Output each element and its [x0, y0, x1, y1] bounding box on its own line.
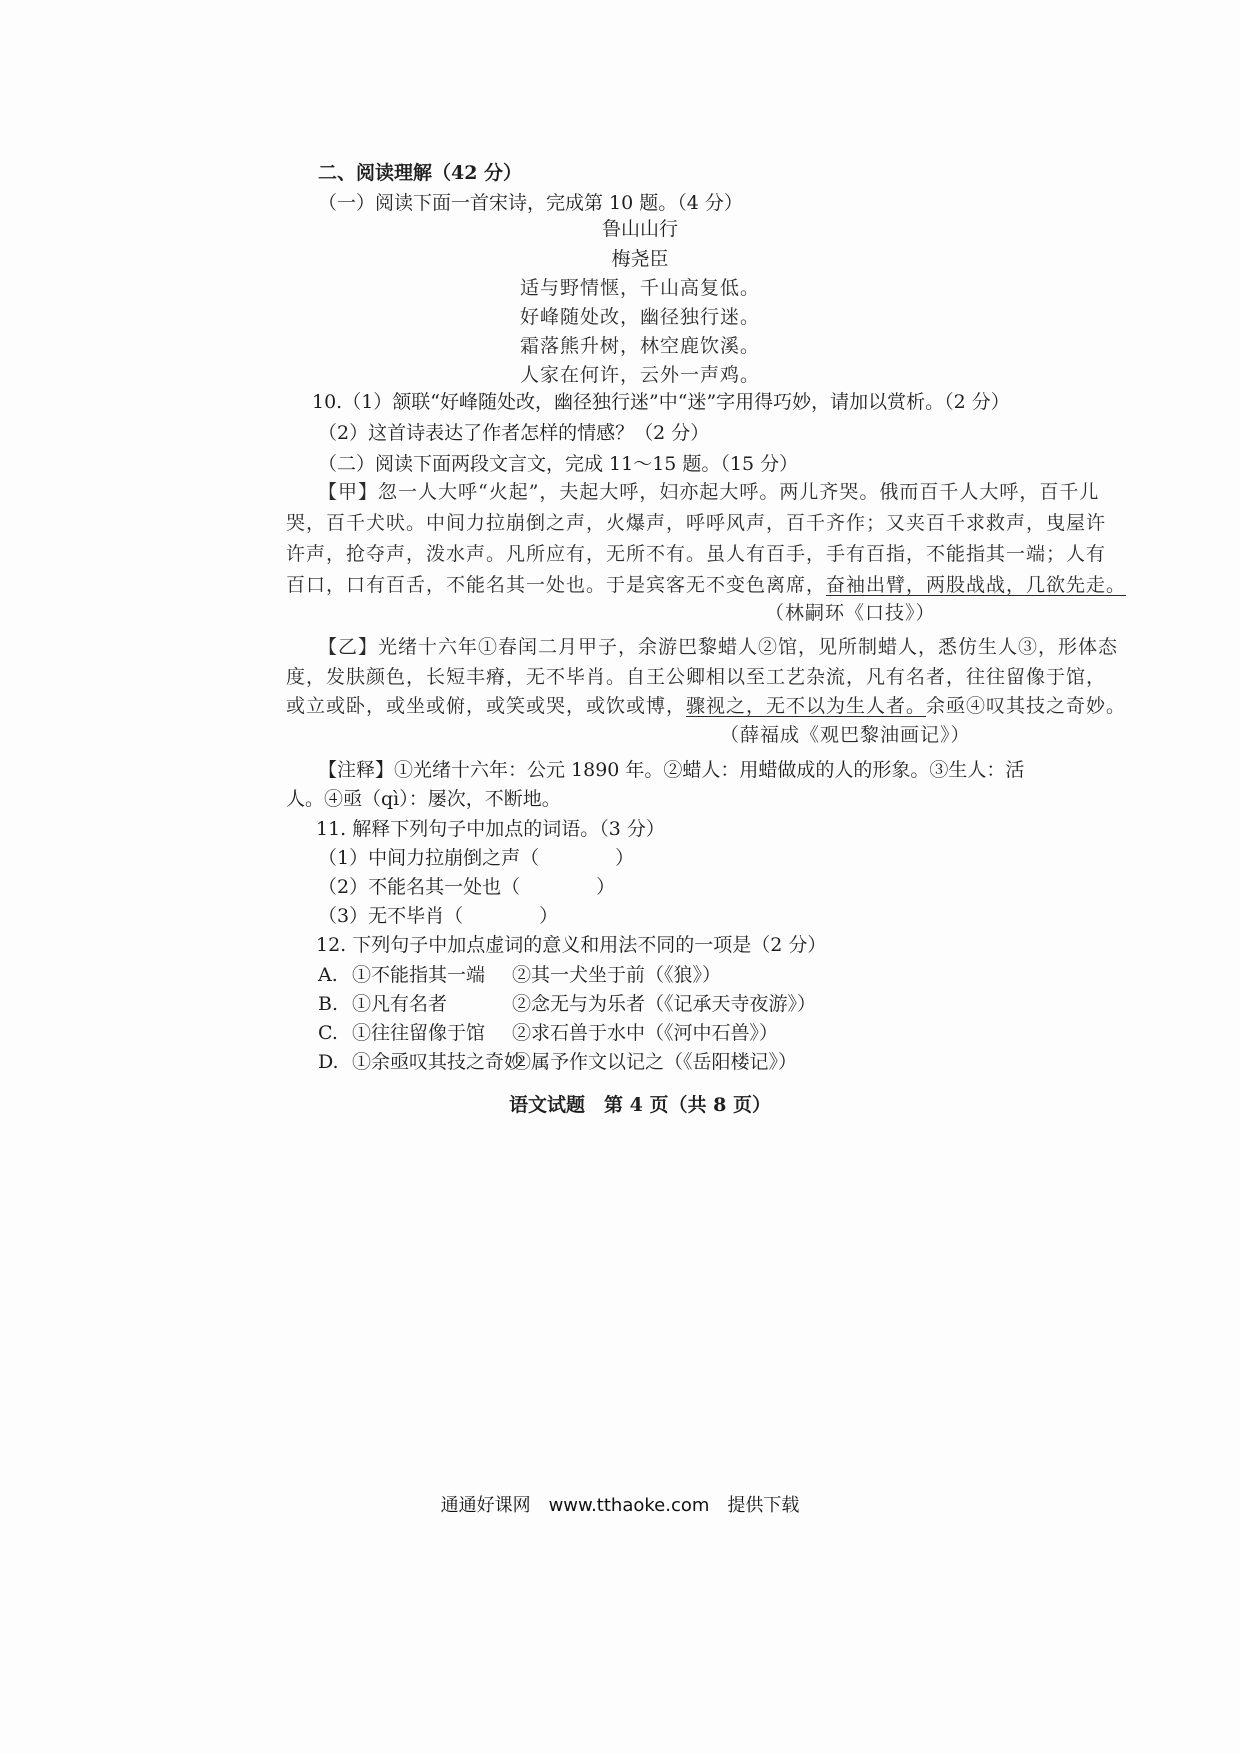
question-10-1: 10.（1）颔联“好峰随处改，幽径独行迷”中“迷”字用得巧妙，请加以赏析。（2 分） — [312, 391, 1010, 413]
section-title: 二、阅读理解（42 分） — [318, 162, 523, 184]
option-a — [318, 962, 721, 988]
option-c — [318, 1020, 778, 1046]
poem-line: 人家在何许，云外一声鸡。 — [520, 364, 761, 386]
option-part-a: ①不能指其一端 — [352, 964, 486, 986]
poem-line: 霜落熊升树，林空鹿饮溪。 — [520, 335, 761, 357]
site-footer: 通通好课网 www.tthaoke.com 提供下载 — [440, 1495, 800, 1516]
option-label: A. — [318, 964, 338, 986]
option-part-a: ①往往留像于馆 — [352, 1022, 486, 1044]
option-part-b: ②念无与为乐者（《记承天寺夜游》） — [512, 993, 817, 1015]
option-label: C. — [318, 1022, 338, 1044]
page-number-footer: 语文试题 第 4 页（共 8 页） — [509, 1094, 771, 1116]
option-part-b: ②其一犬坐于前（《狼》） — [512, 964, 722, 986]
option-part-a: ①余亟叹其技之奇妙 — [352, 1051, 524, 1073]
option-d — [318, 1049, 797, 1075]
passage-yi-line — [286, 693, 1126, 719]
poem-title: 鲁山山行 — [601, 218, 678, 240]
question-11-item: （3）无不毕肖（ ） — [318, 905, 559, 927]
option-label: D. — [318, 1051, 339, 1073]
question-11-item: （1）中间力拉崩倒之声（ ） — [318, 847, 635, 869]
part2-intro: （二）阅读下面两段文言文，完成 11～15 题。（15 分） — [318, 453, 799, 475]
passage-jia-line: 许声，抢夺声，泼水声。凡所应有，无所不有。虽人有百手，手有百指，不能指其一端；人有 — [286, 543, 1107, 565]
poem-line: 好峰随处改，幽径独行迷。 — [520, 306, 761, 328]
part1-intro: （一）阅读下面一首宋诗，完成第 10 题。（4 分） — [318, 192, 743, 214]
passage-yi-line3-text: 或立或卧，或坐或俯，或笑或哭，或饮或博， — [286, 695, 687, 717]
underlined-sentence: 奋袖出臂，两股战战，几欲先走。 — [826, 574, 1127, 596]
option-part-b: ②属予作文以记之（《岳阳楼记》） — [512, 1051, 798, 1073]
notes-line: 【注释】①光绪十六年：公元 1890 年。②蜡人：用蜡做成的人的形象。③生人：活 — [318, 759, 1025, 781]
passage-yi-line3-tail: 余亟④叹其技之奇妙。 — [926, 695, 1127, 717]
passage-jia-line4-text: 百口，口有百舌，不能名其一处也。于是宾客无不变色离席， — [286, 574, 827, 596]
passage-yi-source: （薛福成《观巴黎油画记》） — [720, 724, 971, 746]
option-part-b: ②求石兽于水中（《河中石兽》） — [512, 1022, 779, 1044]
passage-jia-line — [286, 572, 1126, 598]
option-part-a: ①凡有名者 — [352, 993, 448, 1015]
question-11-stem: 11. 解释下列句子中加点的词语。（3 分） — [316, 818, 665, 840]
underlined-sentence: 骤视之，无不以为生人者。 — [686, 695, 927, 717]
question-10-2: （2）这首诗表达了作者怎样的情感？（2 分） — [318, 422, 710, 444]
question-12-stem: 12. 下列句子中加点虚词的意义和用法不同的一项是（2 分） — [316, 934, 827, 956]
poem-line: 适与野情惬，千山高复低。 — [520, 277, 761, 299]
passage-jia-source: （林嗣环《口技》） — [765, 602, 936, 624]
passage-yi-line: 度，发肤颜色，长短丰瘠，无不毕肖。自王公卿相以至工艺杂流，凡有名者，往往留像于馆， — [286, 666, 1107, 688]
option-b — [318, 991, 816, 1017]
notes-line: 人。④亟（qì）：屡次，不断地。 — [286, 788, 561, 810]
option-label: B. — [318, 993, 339, 1015]
question-11-item: （2）不能名其一处也（ ） — [318, 876, 616, 898]
poem-author: 梅尧臣 — [611, 248, 669, 270]
passage-jia-line: 【甲】忽一人大呼“火起”，夫起大呼，妇亦起大呼。两儿齐哭。俄而百千人大呼，百千儿 — [318, 481, 1100, 503]
passage-jia-line: 哭，百千犬吠。中间力拉崩倒之声，火爆声，呼呼风声，百千齐作；又夹百千求救声，曳屋许 — [286, 512, 1107, 534]
passage-yi-line: 【乙】光绪十六年①春闰二月甲子，余游巴黎蜡人②馆，见所制蜡人，悉仿生人③，形体态 — [318, 636, 1119, 658]
